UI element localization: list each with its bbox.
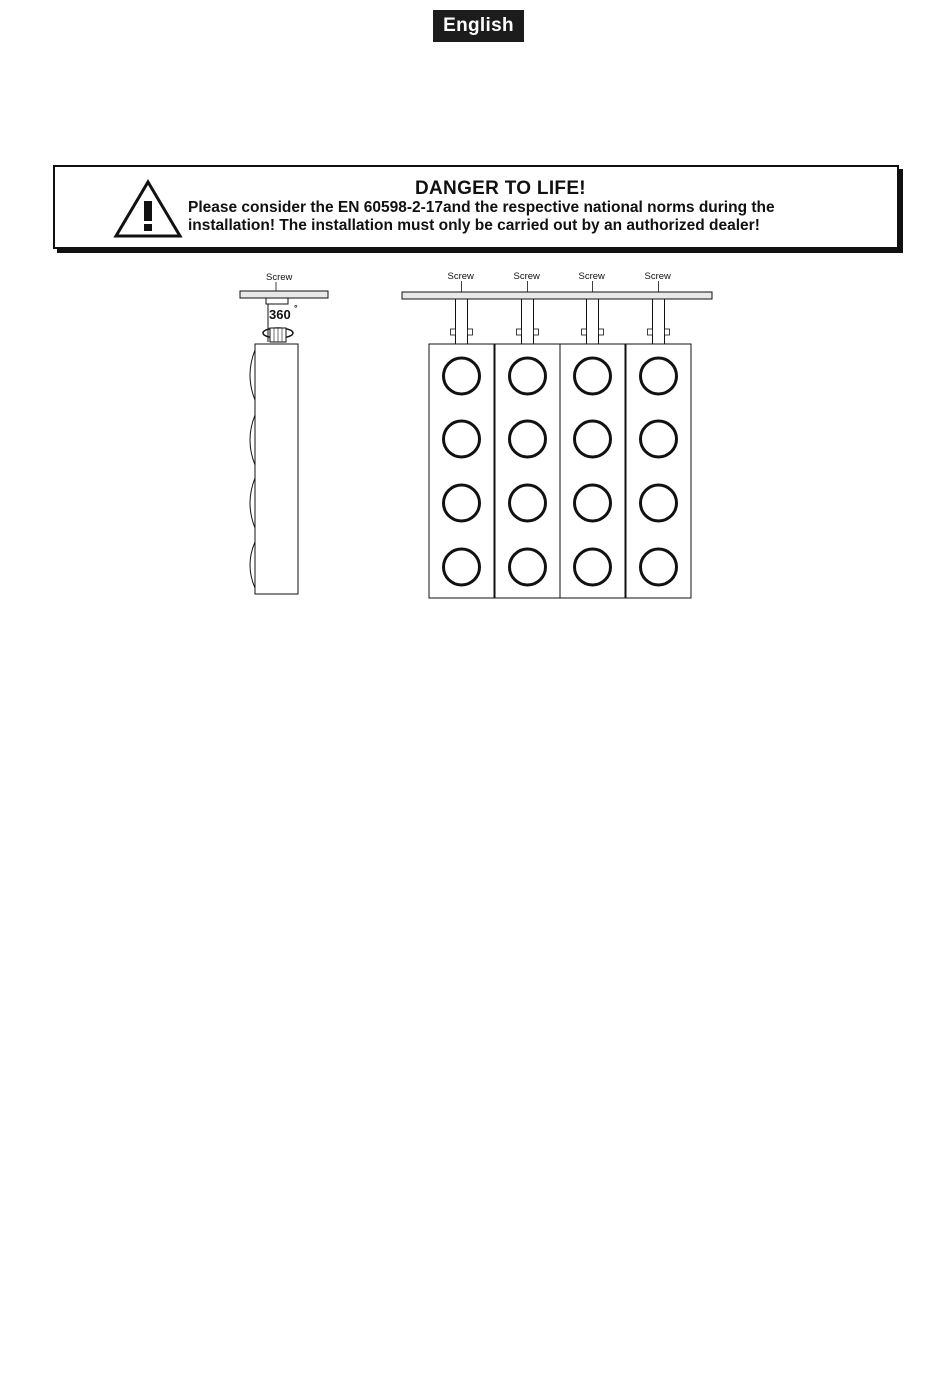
warning-title: DANGER TO LIFE! xyxy=(415,178,586,199)
fixture-panel xyxy=(560,344,625,598)
warning-line-2: installation! The installation must only be carried out by an authorized dealer! xyxy=(188,217,760,234)
side-ceiling xyxy=(240,291,328,298)
fixture-panel xyxy=(495,344,560,598)
language-badge: English xyxy=(433,10,524,42)
front-screw-label: Screw xyxy=(644,271,671,282)
warning-triangle-icon xyxy=(113,179,183,239)
front-screw-label: Screw xyxy=(513,271,540,282)
warning-text xyxy=(188,199,775,235)
mount-bracket xyxy=(456,299,468,344)
danger-warning-box xyxy=(53,165,899,249)
rotation-unit: ° xyxy=(294,303,298,313)
mount-bracket xyxy=(587,299,599,344)
side-view xyxy=(240,272,328,594)
mount-bracket xyxy=(653,299,665,344)
rotation-label: 360 xyxy=(269,307,291,322)
fixture-panel xyxy=(429,344,494,598)
front-screw-label: Screw xyxy=(447,271,474,282)
fixture-panel xyxy=(626,344,691,598)
mount-bracket xyxy=(522,299,534,344)
front-screw-label: Screw xyxy=(578,271,605,282)
installation-diagram xyxy=(0,260,950,610)
front-view xyxy=(402,271,712,598)
front-ceiling xyxy=(402,292,712,299)
warning-line-1: Please consider the EN 60598-2-17and the respective national norms during the xyxy=(188,199,775,216)
side-screw-label: Screw xyxy=(266,272,293,283)
side-fixture-body xyxy=(255,344,298,594)
